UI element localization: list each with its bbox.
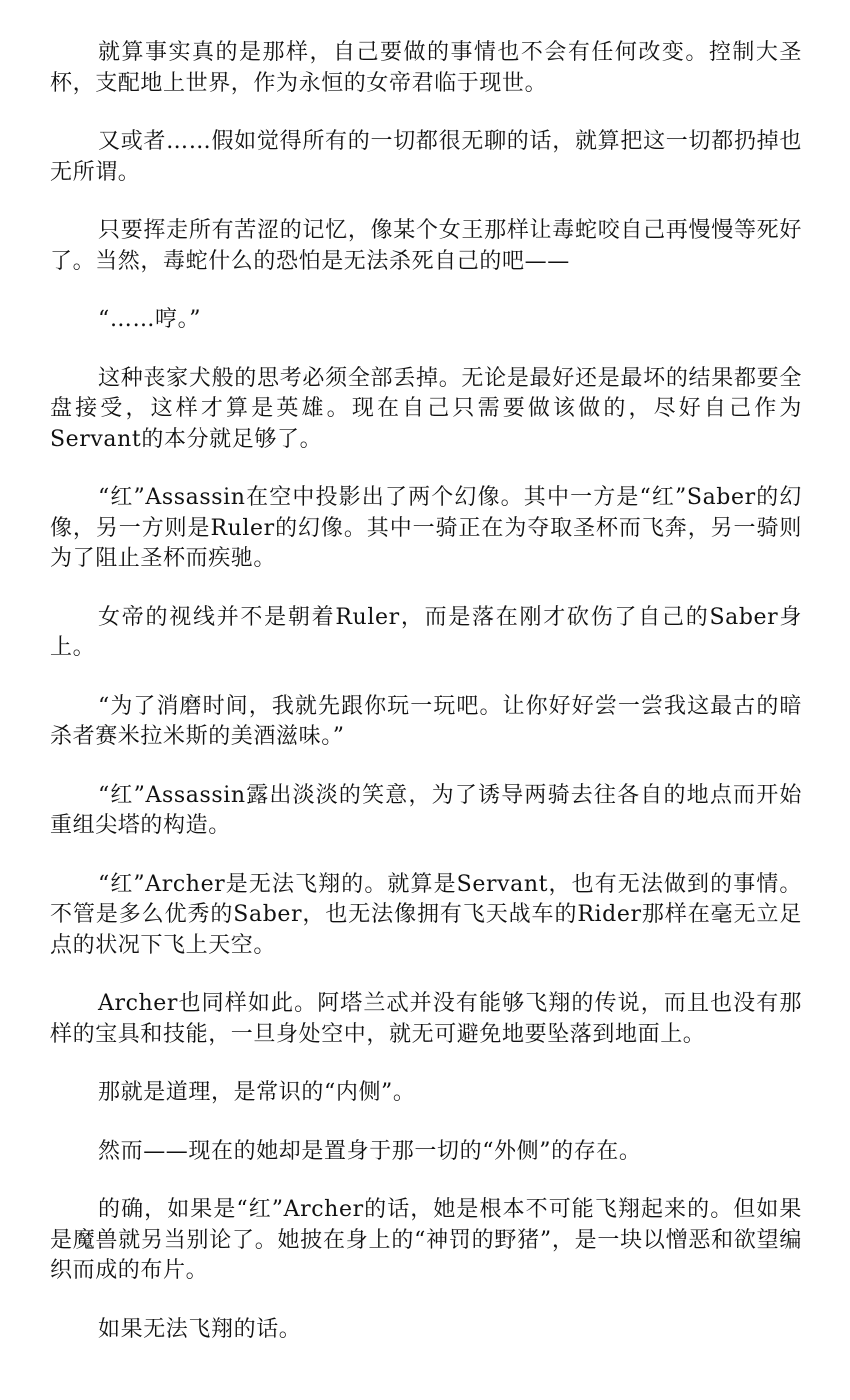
paragraph: “红”Archer是无法飞翔的。就算是Servant，也有无法做到的事情。不管是多么优秀的Saber，也无法像拥有飞天战车的Rider那样在毫无立足点的状况下飞上天空。 <box>50 871 802 958</box>
paragraph: “红”Assassin在空中投影出了两个幻像。其中一方是“红”Saber的幻像，另一方则是Ruler的幻像。其中一骑正在为夺取圣杯而飞奔，另一骑则为了阻止圣杯而疾驰。 <box>50 485 802 571</box>
paragraph: 然而——现在的她却是置身于那一切的“外侧”的存在。 <box>98 1138 642 1164</box>
paragraph: Archer也同样如此。阿塔兰忒并没有能够飞翔的传说，而且也没有那样的宝具和技能，一旦身处空中，就无可避免地要坠落到地面上。 <box>50 991 802 1047</box>
paragraph: “为了消磨时间，我就先跟你玩一玩吧。让你好好尝一尝我这最古的暗杀者赛米拉米斯的美酒滋味。” <box>50 693 802 749</box>
paragraph: 这种丧家犬般的思考必须全部丢掉。无论是最好还是最坏的结果都要全盘接受，这样才算是英雄。现在自己只需要做该做的，尽好自己作为Servant的本分就足够了。 <box>50 365 802 452</box>
paragraph: 只要挥走所有苦涩的记忆，像某个女王那样让毒蛇咬自己再慢慢等死好了。当然，毒蛇什么的恐怕是无法杀死自己的吧—— <box>50 218 802 274</box>
paragraph: 如果无法飞翔的话。 <box>98 1316 302 1342</box>
paragraph: 就算事实真的是那样，自己要做的事情也不会有任何改变。控制大圣杯，支配地上世界，作为永恒的女帝君临于现世。 <box>50 40 802 96</box>
paragraph: 的确，如果是“红”Archer的话，她是根本不可能飞翔起来的。但如果是魔兽就另当别论了。她披在身上的“神罚的野猪”，是一块以憎恶和欲望编织而成的布片。 <box>50 1197 802 1283</box>
paragraph: 那就是道理，是常识的“内侧”。 <box>98 1080 416 1105</box>
paragraph: “……哼。” <box>98 307 202 332</box>
paragraph: “红”Assassin露出淡淡的笑意，为了诱导两骑去往各自的地点而开始重组尖塔的构造。 <box>50 782 802 838</box>
paragraph: 又或者……假如觉得所有的一切都很无聊的话，就算把这一切都扔掉也无所谓。 <box>50 129 802 185</box>
paragraph: 女帝的视线并不是朝着Ruler，而是落在刚才砍伤了自己的Saber身上。 <box>50 604 802 660</box>
